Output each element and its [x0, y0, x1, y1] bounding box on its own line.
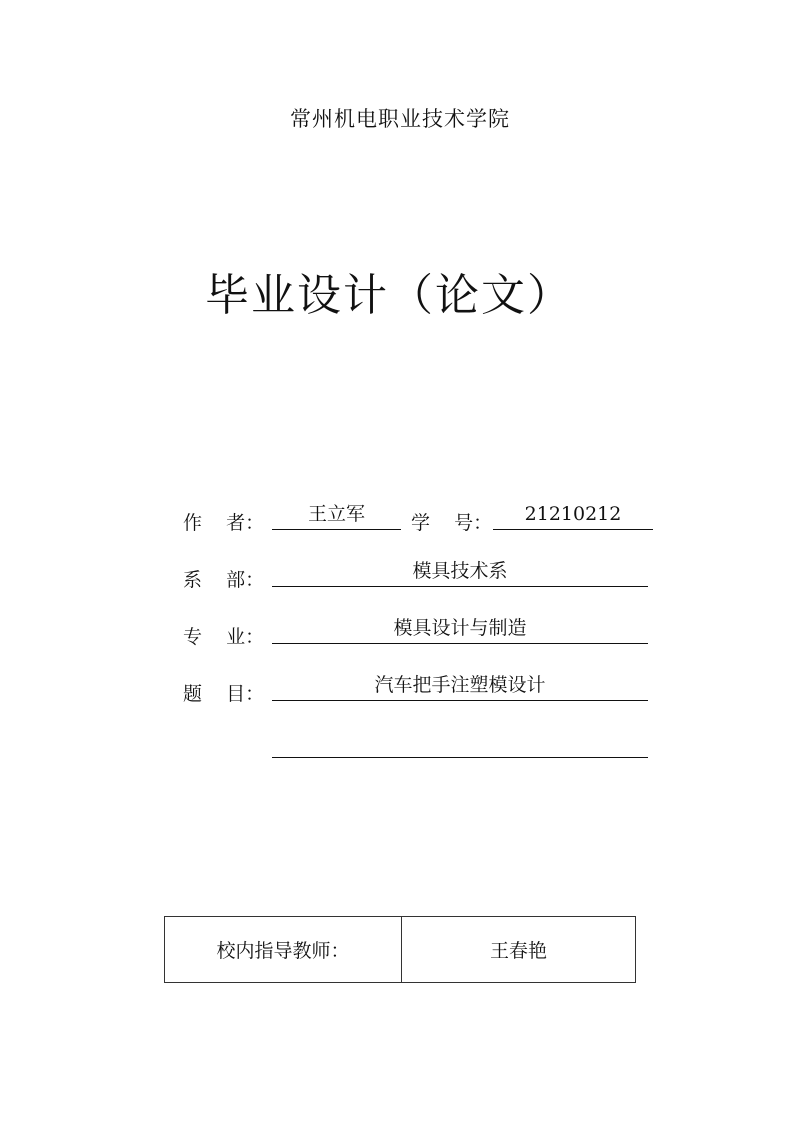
advisor-value: 王春艳 — [489, 940, 547, 962]
topic-label: 题 目： — [183, 683, 265, 705]
advisor-value-cell — [402, 917, 635, 982]
topic-field-line2 — [272, 730, 648, 758]
department-value: 模具技术系 — [412, 560, 508, 582]
advisor-label-cell — [165, 917, 402, 982]
department-field — [272, 559, 648, 587]
department-label: 系 部： — [183, 569, 265, 591]
major-value: 模具设计与制造 — [393, 617, 527, 639]
advisor-label: 校内指导教师： — [216, 940, 350, 962]
student-id-field — [493, 502, 653, 530]
author-label: 作 者： — [183, 512, 265, 534]
major-label: 专 业： — [183, 626, 265, 648]
author-field — [272, 502, 401, 530]
topic-field — [272, 673, 648, 701]
advisor-table — [164, 916, 636, 983]
topic-value: 汽车把手注塑模设计 — [374, 674, 546, 696]
author-value: 王立军 — [307, 503, 365, 525]
major-field — [272, 616, 648, 644]
document-title: 毕业设计（论文） — [205, 270, 573, 321]
student-id-value: 21210212 — [524, 503, 622, 525]
school-name: 常州机电职业技术学院 — [290, 107, 510, 131]
student-id-label: 学 号： — [411, 512, 493, 534]
